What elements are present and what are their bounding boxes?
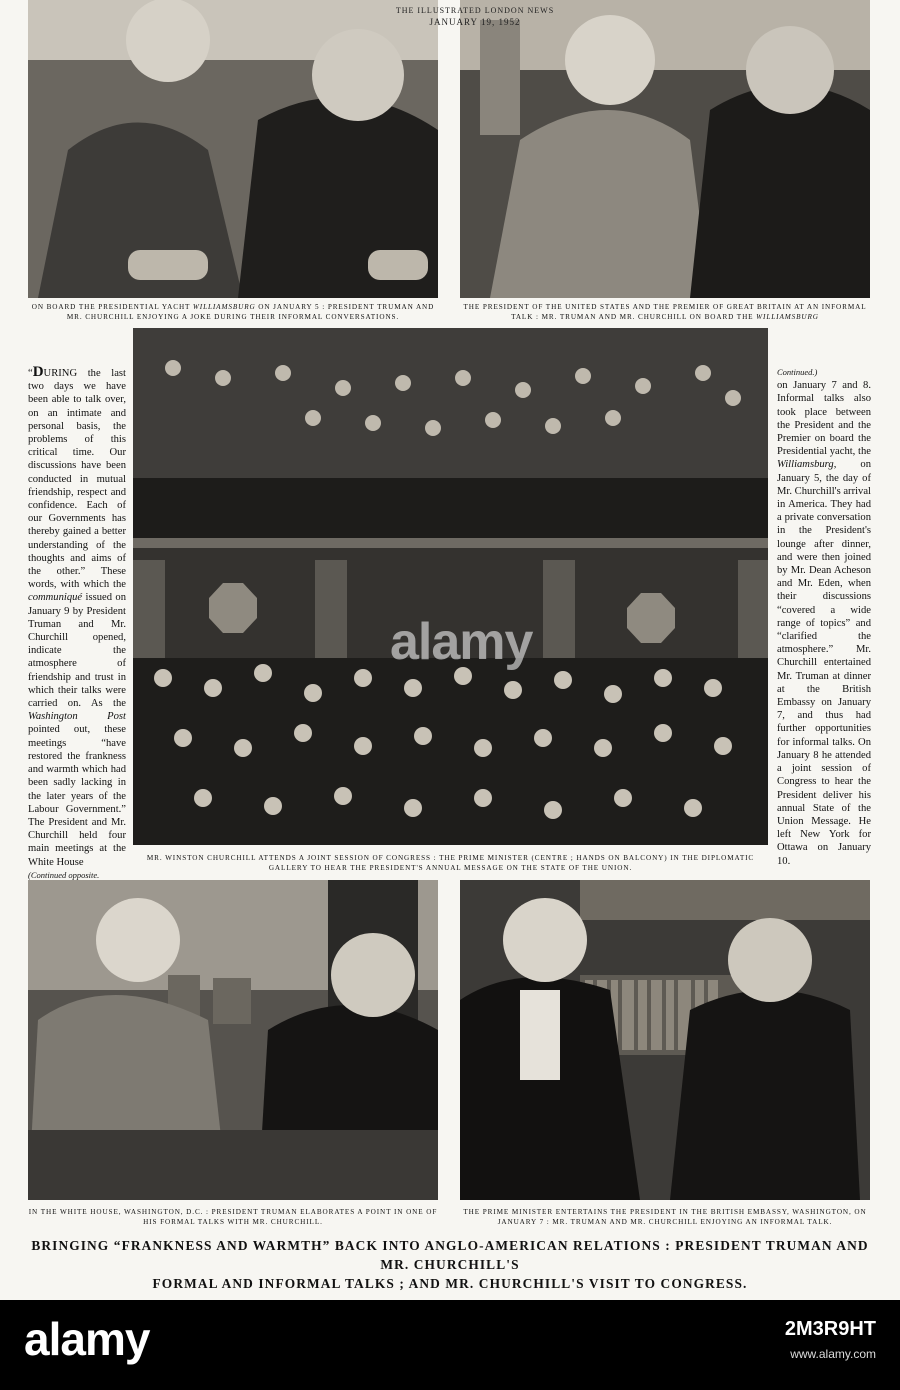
headline-line-2: FORMAL AND INFORMAL TALKS ; AND MR. CHURCHILL'S VISIT TO CONGRESS. xyxy=(152,1276,748,1291)
stock-footer-bar xyxy=(0,1300,900,1390)
publication-name: THE ILLUSTRATED LONDON NEWS xyxy=(395,6,555,15)
headline-line-1: BRINGING “FRANKNESS AND WARMTH” BACK INTO ANGLO-AMERICAN RELATIONS : PRESIDENT TRUMAN AND MR. CHURCHILL'S xyxy=(31,1238,869,1272)
caption-bottom-left: IN THE WHITE HOUSE, WASHINGTON, D.C. : PRESIDENT TRUMAN ELABORATES A POINT IN ONE OF HIS FORMAL TALKS WITH MR. CHURCHILL. xyxy=(28,1208,438,1226)
left-column-text: “DURING the last two days we have been able to talk over, on an intimate and personal basis, the problems of this critical time. Our discussions have been conducted in mutual friendship, respect and confidence. Each of our Governments has thereby gained a better understanding of the thoughts and aims of the other.” These words, with which the communiqué issued on January 9 by President Truman and Mr. Churchill opened, indicate the atmosphere of friendship and trust in which their talks were carried on. As the Washington Post pointed out, these meetings “have restored the frankness and warmth which had been sadly lacking in the later years of the Labour Government.” The President and Mr. Churchill held four main meetings at the White House xyxy=(28,364,126,868)
site-url: www.alamy.com xyxy=(790,1347,876,1361)
page-headline xyxy=(20,1236,880,1293)
article-right-column xyxy=(777,366,871,868)
image-id: 2M3R9HT xyxy=(784,1318,876,1340)
masthead xyxy=(380,6,570,27)
image-meta xyxy=(785,1318,876,1361)
caption-bottom-right: THE PRIME MINISTER ENTERTAINS THE PRESIDENT IN THE BRITISH EMBASSY, WASHINGTON, ON JANUARY 7 : MR. TRUMAN AND MR. CHURCHILL ENJOYING AN INFORMAL TALK. xyxy=(463,1208,867,1226)
left-column-continued: (Continued opposite. xyxy=(28,869,100,880)
photo-british-embassy-informal-talk xyxy=(460,880,870,1200)
photo-truman-churchill-yacht-joke xyxy=(28,0,438,298)
right-column-text: on January 7 and 8. Informal talks also took place between the President and the Premier on board the Presidential yacht, the Williamsburg, on January 5, the day of Mr. Churchill's arrival in America. They had a private conversation in the President's lounge after dinner, and were then joined by Mr. Dean Acheson and Mr. Eden, when their discussions “covered a wide range of topics” and “clarified the atmosphere.” Mr. Churchill entertained Mr. Truman at dinner at the British Embassy on January 7, and thus had further opportunities for informal talks. On January 8 he attended a joint session of Congress to hear the President deliver his annual State of the Union Message. He left New York for Ottawa on January 10. xyxy=(777,380,871,867)
photo-white-house-formal-talk xyxy=(28,880,438,1200)
caption-center: MR. WINSTON CHURCHILL ATTENDS A JOINT SESSION OF CONGRESS : THE PRIME MINISTER (CENTRE ; HANDS ON BALCONY) IN THE DIPLOMATIC GALLERY TO HEAR THE PRESIDENT'S ANNUAL MESSAGE ON THE STATE OF THE UNION. xyxy=(146,854,755,872)
photo-congress-joint-session xyxy=(133,328,768,845)
caption-top-right: THE PRESIDENT OF THE UNITED STATES AND THE PREMIER OF GREAT BRITAIN AT AN INFORMAL TALK : MR. TRUMAN AND MR. CHURCHILL ON BOARD THE WILLIAMSBURG xyxy=(463,303,867,321)
caption-top-left: ON BOARD THE PRESIDENTIAL YACHT WILLIAMSBURG ON JANUARY 5 : PRESIDENT TRUMAN AND MR. CHURCHILL ENJOYING A JOKE DURING THEIR INFORMAL CONVERSATIONS. xyxy=(31,303,435,321)
alamy-logo: alamy xyxy=(24,1313,150,1365)
watermark: alamy xyxy=(390,613,533,671)
issue-date: JANUARY 19, 1952 xyxy=(429,17,521,27)
right-column-continued: Continued.) xyxy=(777,367,818,377)
photo-truman-churchill-yacht-talk xyxy=(460,0,870,298)
article-left-column xyxy=(28,366,126,882)
